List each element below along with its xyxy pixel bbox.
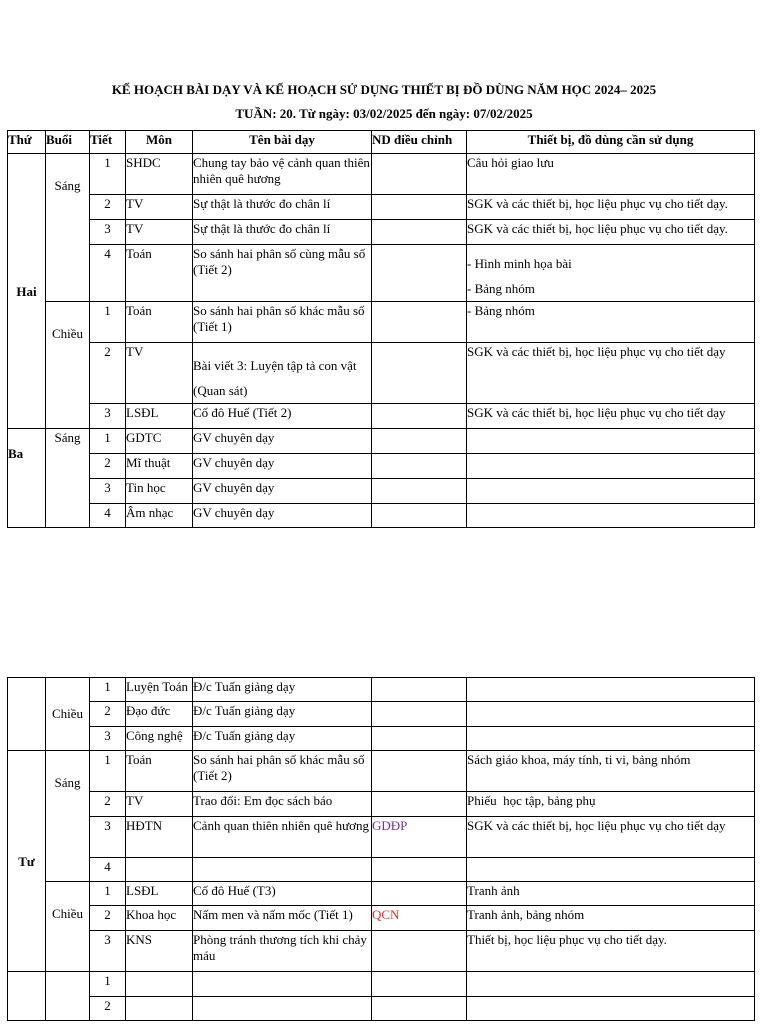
lesson-cell: GV chuyên dạy (193, 454, 372, 479)
equipment-cell (467, 678, 755, 702)
subject-cell: Âm nhạc (126, 504, 193, 528)
period-cell: 1 (90, 678, 126, 702)
adjustment-cell (372, 972, 467, 997)
table-row (8, 195, 755, 220)
lesson-cell: Cảnh quan thiên nhiên quê hương (193, 817, 372, 858)
adjustment-cell (372, 504, 467, 528)
header-nd-dieu-chinh: ND điều chỉnh (372, 131, 467, 154)
equipment-line: - Bảng nhóm (467, 281, 535, 296)
equipment-cell: Sách giáo khoa, máy tính, ti vi, bảng nhóm (467, 751, 755, 792)
equipment-cell (467, 997, 755, 1021)
session-cell: Chiều (46, 302, 90, 429)
subject-cell: Công nghệ (126, 727, 193, 751)
subject-cell: GDTC (126, 429, 193, 454)
table-row (8, 343, 755, 404)
period-cell: 3 (90, 479, 126, 504)
equipment-cell (467, 479, 755, 504)
adjustment-cell: GDĐP (372, 817, 467, 858)
lesson-cell (193, 997, 372, 1021)
header-buoi: Buổi (46, 131, 90, 154)
header-mon: Môn (126, 131, 193, 154)
schedule-table-1 (7, 130, 755, 528)
lesson-cell: Trao đổi: Em đọc sách báo (193, 792, 372, 817)
lesson-cell: So sánh hai phân số khác mẫu số (Tiết 2) (193, 751, 372, 792)
subject-cell: SHDC (126, 154, 193, 195)
day-cell: Hai (8, 154, 46, 429)
table-row (8, 997, 755, 1021)
period-cell: 3 (90, 727, 126, 751)
equipment-line: - Hình minh họa bài (467, 256, 572, 271)
equipment-cell (467, 727, 755, 751)
equipment-cell (467, 702, 755, 727)
table-row (8, 858, 755, 882)
subject-cell: KNS (126, 931, 193, 972)
lesson-cell: Sự thật là thước đo chân lí (193, 220, 372, 245)
lesson-cell (193, 858, 372, 882)
lesson-cell: GV chuyên dạy (193, 504, 372, 528)
schedule-table-2 (7, 677, 755, 1021)
period-cell: 2 (90, 343, 126, 404)
period-cell: 3 (90, 817, 126, 858)
lesson-cell (193, 972, 372, 997)
lesson-cell: So sánh hai phân số khác mẫu số (Tiết 1) (193, 302, 372, 343)
subject-cell: Toán (126, 245, 193, 302)
header-tiet: Tiết (90, 131, 126, 154)
session-cell: Chiều (46, 882, 90, 972)
equipment-cell (467, 245, 755, 302)
adjustment-cell: QCN (372, 906, 467, 931)
subject-cell: Tin học (126, 479, 193, 504)
period-cell: 2 (90, 454, 126, 479)
table-row (8, 792, 755, 817)
period-cell: 2 (90, 997, 126, 1021)
lesson-cell: Bài viết 3: Luyện tập tả con vật (Quan sát) (193, 343, 372, 404)
equipment-cell: Câu hỏi giao lưu (467, 154, 755, 195)
period-cell: 2 (90, 195, 126, 220)
equipment-cell: SGK và các thiết bị, học liệu phục vụ cho tiết dạy (467, 343, 755, 404)
adjustment-cell (372, 245, 467, 302)
table-row (8, 404, 755, 429)
day-cell (8, 972, 46, 1021)
table-row (8, 220, 755, 245)
table-row (8, 479, 755, 504)
equipment-cell (467, 454, 755, 479)
period-cell: 4 (90, 504, 126, 528)
table-row (8, 454, 755, 479)
adjustment-cell (372, 858, 467, 882)
adjustment-cell (372, 429, 467, 454)
adjustment-cell (372, 727, 467, 751)
equipment-cell: Thiết bị, học liệu phục vụ cho tiết dạy. (467, 931, 755, 972)
subject-cell: Khoa học (126, 906, 193, 931)
adjustment-cell (372, 931, 467, 972)
equipment-cell: Tranh ảnh (467, 882, 755, 906)
equipment-cell: SGK và các thiết bị, học liệu phục vụ cho tiết dạy. (467, 195, 755, 220)
subject-cell: Luyện Toán (126, 678, 193, 702)
adjustment-cell (372, 882, 467, 906)
table-row (8, 154, 755, 195)
equipment-cell (467, 972, 755, 997)
subject-cell: TV (126, 220, 193, 245)
equipment-cell (467, 429, 755, 454)
adjustment-cell (372, 302, 467, 343)
table-row (8, 504, 755, 528)
adjustment-cell (372, 454, 467, 479)
period-cell: 4 (90, 858, 126, 882)
lesson-cell: Đ/c Tuấn giảng dạy (193, 702, 372, 727)
equipment-cell: SGK và các thiết bị, học liệu phục vụ cho tiết dạy (467, 817, 755, 858)
lesson-cell: Cố đô Huế (T3) (193, 882, 372, 906)
table-row (8, 882, 755, 906)
subject-cell: LSĐL (126, 882, 193, 906)
period-cell: 1 (90, 302, 126, 343)
lesson-cell: GV chuyên dạy (193, 429, 372, 454)
adjustment-cell (372, 154, 467, 195)
period-cell: 1 (90, 751, 126, 792)
lesson-cell: Sự thật là thước đo chân lí (193, 195, 372, 220)
subject-cell: Toán (126, 751, 193, 792)
table-row (8, 972, 755, 997)
lesson-cell: Nấm men và nấm mốc (Tiết 1) (193, 906, 372, 931)
equipment-cell: SGK và các thiết bị, học liệu phục vụ cho tiết dạy. (467, 220, 755, 245)
adjustment-cell (372, 404, 467, 429)
period-cell: 1 (90, 154, 126, 195)
session-cell: Chiều (46, 678, 90, 751)
equipment-cell (467, 504, 755, 528)
adjustment-cell (372, 343, 467, 404)
table-row (8, 702, 755, 727)
table-row (8, 429, 755, 454)
session-cell: Sáng (46, 751, 90, 882)
adjustment-cell (372, 479, 467, 504)
header-ten-bai-day: Tên bài dạy (193, 131, 372, 154)
table-row (8, 245, 755, 302)
day-cell: Tư (8, 751, 46, 972)
lesson-cell: So sánh hai phân số cùng mẫu số (Tiết 2) (193, 245, 372, 302)
period-cell: 4 (90, 245, 126, 302)
period-cell: 1 (90, 972, 126, 997)
subject-cell: TV (126, 195, 193, 220)
table-row (8, 302, 755, 343)
subject-cell (126, 997, 193, 1021)
table-row (8, 906, 755, 931)
subject-cell: Mĩ thuật (126, 454, 193, 479)
adjustment-cell (372, 792, 467, 817)
equipment-cell (467, 858, 755, 882)
equipment-cell: - Bảng nhóm (467, 302, 755, 343)
subject-cell: TV (126, 792, 193, 817)
period-cell: 1 (90, 882, 126, 906)
table-row (8, 727, 755, 751)
adjustment-cell (372, 997, 467, 1021)
period-cell: 1 (90, 429, 126, 454)
lesson-cell: Đ/c Tuấn giảng dạy (193, 678, 372, 702)
subject-cell: TV (126, 343, 193, 404)
day-cell: Ba (8, 429, 46, 528)
lesson-cell: Chung tay bảo vệ cảnh quan thiên nhiên quê hương (193, 154, 372, 195)
header-thiet-bi: Thiết bị, đồ dùng cần sử dụng (467, 131, 755, 154)
table-row (8, 751, 755, 792)
adjustment-cell (372, 751, 467, 792)
session-cell (46, 972, 90, 1021)
document-subtitle: TUẦN: 20. Từ ngày: 03/02/2025 đến ngày: 07/02/2025 (235, 106, 533, 121)
subject-cell: Đạo đức (126, 702, 193, 727)
lesson-cell: Cố đô Huế (Tiết 2) (193, 404, 372, 429)
lesson-cell: GV chuyên dạy (193, 479, 372, 504)
period-cell: 2 (90, 906, 126, 931)
period-cell: 3 (90, 931, 126, 972)
document-title: KẾ HOẠCH BÀI DẠY VÀ KẾ HOẠCH SỬ DỤNG THIẾT BỊ ĐỒ DÙNG NĂM HỌC 2024– 2025 (111, 82, 657, 97)
equipment-cell: Phiếu học tập, bảng phụ (467, 792, 755, 817)
table-row (8, 678, 755, 702)
period-cell: 3 (90, 220, 126, 245)
subject-cell (126, 972, 193, 997)
period-cell: 3 (90, 404, 126, 429)
session-cell: Sáng (46, 154, 90, 302)
session-cell: Sáng (46, 429, 90, 528)
subject-cell: LSĐL (126, 404, 193, 429)
adjustment-cell (372, 220, 467, 245)
subject-cell: Toán (126, 302, 193, 343)
adjustment-cell (372, 195, 467, 220)
lesson-cell: Phòng tránh thương tích khi chảy máu (193, 931, 372, 972)
subject-cell (126, 858, 193, 882)
table-row (8, 817, 755, 858)
table-row (8, 931, 755, 972)
equipment-cell: Tranh ảnh, bảng nhóm (467, 906, 755, 931)
adjustment-cell (372, 702, 467, 727)
equipment-cell: SGK và các thiết bị, học liệu phục vụ cho tiết dạy (467, 404, 755, 429)
day-cell (8, 678, 46, 751)
lesson-cell: Đ/c Tuấn giảng dạy (193, 727, 372, 751)
header-thu: Thứ (8, 131, 46, 154)
period-cell: 2 (90, 702, 126, 727)
adjustment-cell (372, 678, 467, 702)
table-header-row (8, 131, 755, 154)
subject-cell: HĐTN (126, 817, 193, 858)
period-cell: 2 (90, 792, 126, 817)
